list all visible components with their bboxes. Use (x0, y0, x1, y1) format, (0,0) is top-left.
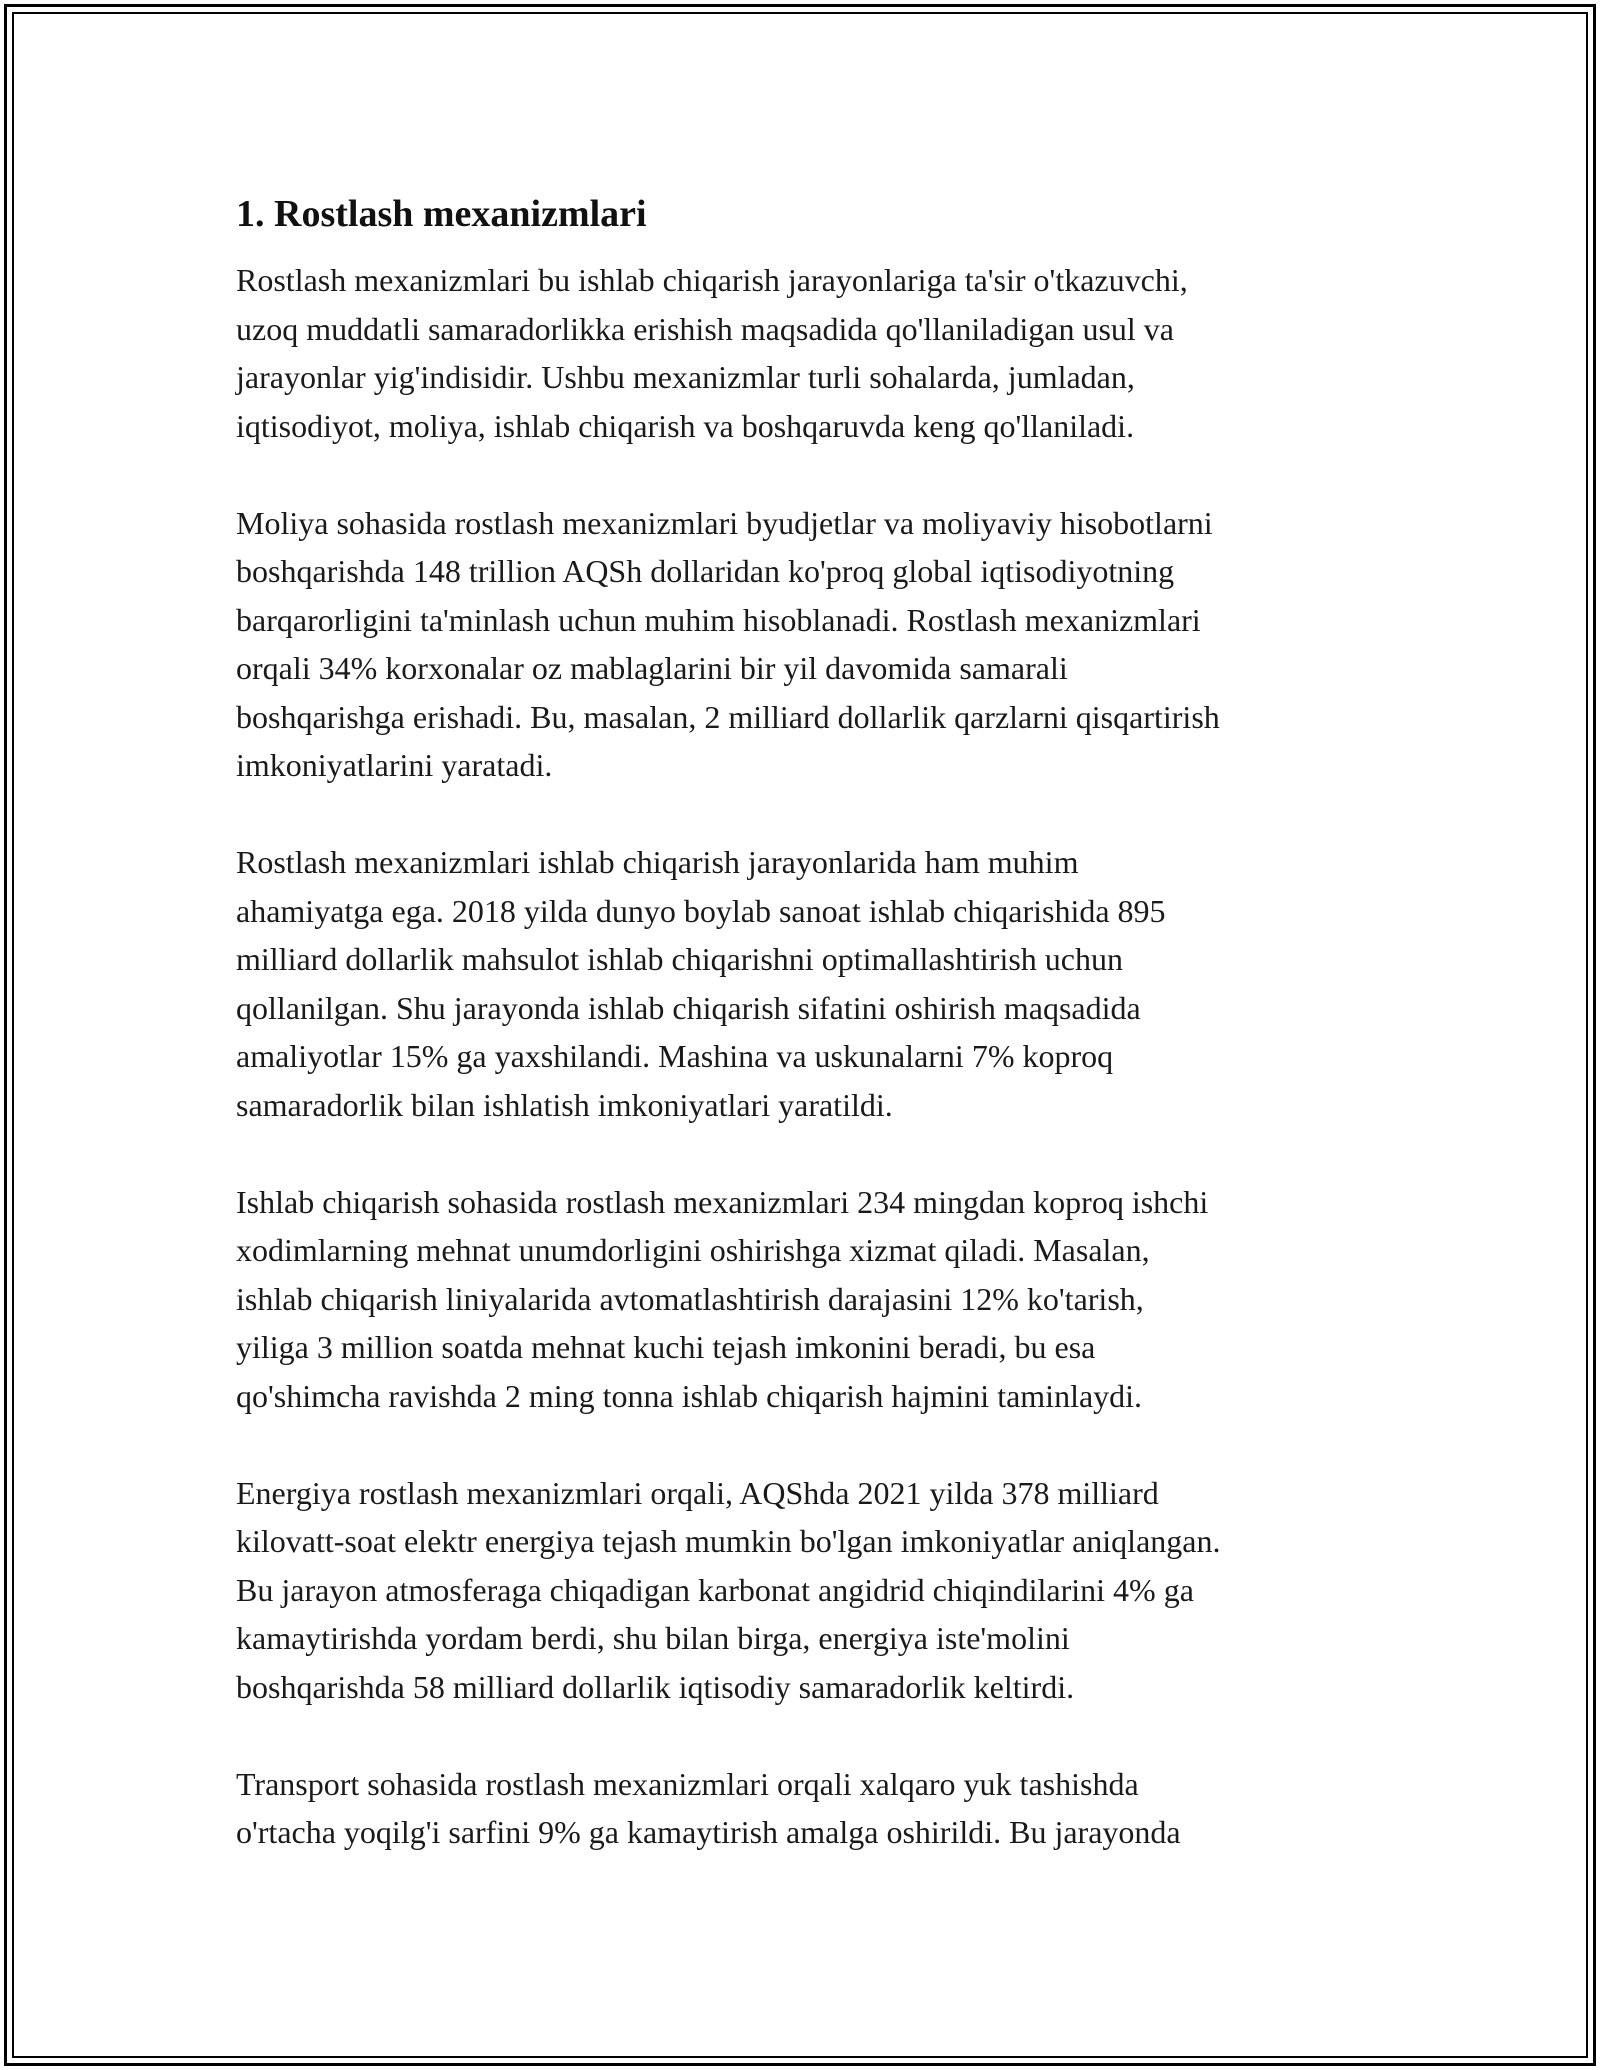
paragraph-3 (236, 838, 1376, 1129)
text-line: Ishlab chiqarish sohasida rostlash mexanizmlari 234 mingdan koproq ishchi (236, 1183, 1209, 1220)
text-line: yiliga 3 million soatda mehnat kuchi tejash imkonini beradi, bu esa (236, 1329, 1096, 1365)
text-line: boshqarishda 58 milliard dollarlik iqtisodiy samaradorlik keltirdi. (236, 1668, 1075, 1705)
section-heading: 1. Rostlash mexanizmlari (236, 193, 647, 235)
text-line: qo'shimcha ravishda 2 ming tonna ishlab chiqarish hajmini taminlaydi. (236, 1377, 1143, 1414)
text-line: orqali 34% korxonalar oz mablaglarini bir yil davomida samarali (236, 650, 1068, 686)
text-line: iqtisodiyot, moliya, ishlab chiqarish va boshqaruvda keng qo'llaniladi. (236, 407, 1135, 444)
paragraph-4 (236, 1178, 1376, 1421)
paragraph-1 (236, 256, 1376, 450)
text-line: o'rtacha yoqilg'i sarfini 9% ga kamaytirish amalga oshirildi. Bu jarayonda (236, 1814, 1181, 1850)
text-line: Rostlash mexanizmlari ishlab chiqarish jarayonlarida ham muhim (236, 844, 1079, 880)
document-body (236, 190, 1376, 1905)
text-line: imkoniyatlarini yaratadi. (236, 747, 553, 783)
text-line: amaliyotlar 15% ga yaxshilandi. Mashina va uskunalarni 7% koproq (236, 1038, 1114, 1074)
text-line: boshqarishda 148 trillion AQSh dollaridan ko'proq global iqtisodiyotning (236, 553, 1175, 589)
text-line: Energiya rostlash mexanizmlari orqali, AQShda 2021 yilda 378 milliard (236, 1474, 1159, 1511)
text-line: milliard dollarlik mahsulot ishlab chiqarishni optimallashtirish uchun (236, 941, 1123, 977)
text-line: Rostlash mexanizmlari bu ishlab chiqarish jarayonlariga ta'sir o'tkazuvchi, (236, 262, 1188, 298)
text-line: ahamiyatga ega. 2018 yilda dunyo boylab sanoat ishlab chiqarishida 895 (236, 892, 1166, 929)
text-line: Bu jarayon atmosferaga chiqadigan karbonat angidrid chiqindilarini 4% ga (236, 1571, 1194, 1608)
text-line: kamaytirishda yordam berdi, shu bilan birga, energiya iste'molini (236, 1620, 1070, 1656)
text-line: Moliya sohasida rostlash mexanizmlari byudjetlar va moliyaviy hisobotlarni (236, 504, 1213, 541)
text-line: kilovatt-soat elektr energiya tejash mumkin bo'lgan imkoniyatlar aniqlangan. (236, 1523, 1221, 1559)
text-line: boshqarishga erishadi. Bu, masalan, 2 milliard dollarlik qarzlarni qisqartirish (236, 698, 1220, 735)
text-line: jarayonlar yig'indisidir. Ushbu mexanizmlar turli sohalarda, jumladan, (236, 359, 1135, 395)
text-line: uzoq muddatli samaradorlikka erishish maqsadida qo'llaniladigan usul va (236, 310, 1174, 347)
text-line: qollanilgan. Shu jarayonda ishlab chiqarish sifatini oshirish maqsadida (236, 989, 1141, 1026)
text-line: Transport sohasida rostlash mexanizmlari orqali xalqaro yuk tashishda (236, 1765, 1139, 1802)
text-line: ishlab chiqarish liniyalarida avtomatlashtirish darajasini 12% ko'tarish, (236, 1280, 1144, 1317)
paragraph-2 (236, 499, 1376, 790)
text-line: barqarorligini ta'minlash uchun muhim hisoblanadi. Rostlash mexanizmlari (236, 601, 1201, 638)
text-line: xodimlarning mehnat unumdorligini oshirishga xizmat qiladi. Masalan, (236, 1232, 1150, 1268)
paragraph-5 (236, 1469, 1376, 1712)
text-line: samaradorlik bilan ishlatish imkoniyatlari yaratildi. (236, 1086, 893, 1123)
paragraph-6 (236, 1760, 1376, 1857)
